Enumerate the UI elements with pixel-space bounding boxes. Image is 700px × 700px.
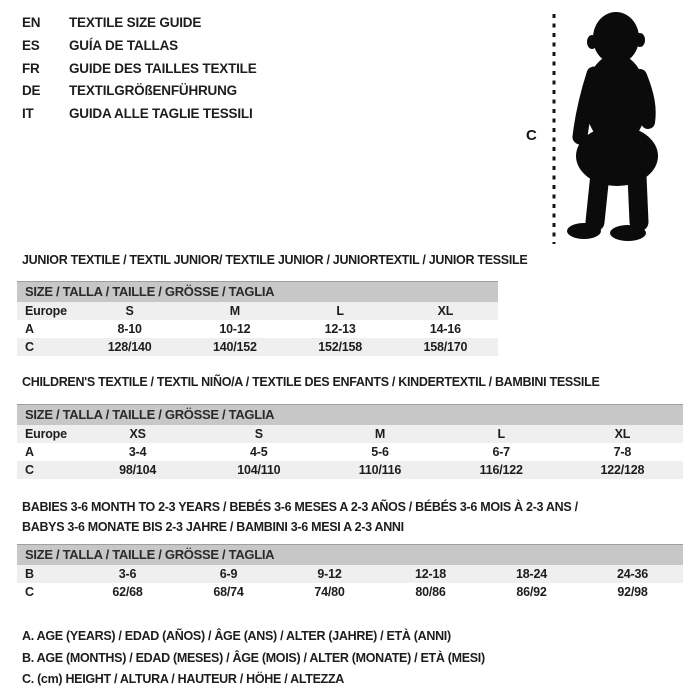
value-cell: 12-13 — [324, 322, 356, 336]
lang-code: ES — [22, 37, 40, 53]
value-cell: 86/92 — [516, 585, 547, 599]
value-cell: 128/140 — [107, 340, 152, 354]
table-row-age-years — [17, 320, 498, 338]
value-cell: 6-9 — [219, 567, 238, 581]
value-cell: 140/152 — [212, 340, 257, 354]
height-label-c: C — [526, 127, 537, 144]
value-cell: 9-12 — [317, 567, 342, 581]
size-cell: L — [336, 304, 344, 318]
section-title-text: CHILDREN'S TEXTILE / TEXTIL NIÑO/A / TEXTILE DES ENFANTS / KINDERTEXTIL / BAMBINI TESSILE — [22, 375, 600, 389]
value-cell: 3-4 — [128, 445, 147, 459]
row-label: Europe — [25, 427, 67, 441]
measure-legend — [22, 626, 485, 691]
value-cell: 8-10 — [117, 322, 142, 336]
table-row-age-years — [17, 443, 683, 461]
value-cell: 152/158 — [318, 340, 363, 354]
section-title-text: BABIES 3-6 MONTH TO 2-3 YEARS / BEBÉS 3-6 MESES A 2-3 AÑOS / BÉBÉS 3-6 MOIS À 2-3 ANS / — [22, 500, 578, 514]
value-cell: 116/122 — [479, 463, 523, 477]
baby-silhouette — [567, 12, 658, 241]
lang-label: GUÍA DE TALLAS — [69, 37, 178, 53]
value-cell: 98/104 — [119, 463, 157, 477]
table-row-height-cm — [17, 461, 683, 479]
children-section-title — [22, 373, 599, 393]
lang-row-de — [22, 80, 257, 103]
babies-section-title — [22, 498, 578, 537]
value-cell: 6-7 — [492, 445, 510, 459]
value-cell: 3-6 — [118, 567, 137, 581]
value-cell: 4-5 — [250, 445, 268, 459]
size-cell: S — [254, 427, 263, 441]
value-cell: 92/98 — [617, 585, 648, 599]
table-row-age-months — [17, 565, 683, 583]
language-title-list — [22, 12, 257, 126]
table-row-europe — [17, 425, 683, 443]
value-cell: 12-18 — [415, 567, 446, 581]
lang-label: TEXTILE SIZE GUIDE — [69, 15, 202, 30]
lang-row-es — [22, 35, 257, 58]
section-title-text-line2: BABYS 3-6 MONATE BIS 2-3 JAHRE / BAMBINI 3-6 MESI A 2-3 ANNI — [22, 519, 404, 534]
junior-size-table — [17, 281, 498, 356]
size-cell: XL — [437, 304, 454, 318]
value-cell: 74/80 — [314, 585, 345, 599]
section-title-text: JUNIOR TEXTILE / TEXTIL JUNIOR/ TEXTILE JUNIOR / JUNIORTEXTIL / JUNIOR TESSILE — [22, 253, 528, 267]
size-header-bar: SIZE / TALLA / TAILLE / GRÖSSE / TAGLIA — [17, 404, 683, 425]
row-label: B — [25, 567, 34, 581]
babies-size-table — [17, 544, 683, 601]
row-label: Europe — [25, 304, 67, 318]
lang-code: EN — [22, 15, 41, 30]
size-cell: XS — [129, 427, 146, 441]
lang-label: GUIDE DES TAILLES TEXTILE — [69, 60, 257, 76]
table-row-europe — [17, 302, 498, 320]
lang-code: DE — [22, 83, 41, 99]
value-cell: 24-36 — [617, 567, 648, 581]
row-label: A — [25, 322, 34, 336]
row-label: C — [25, 463, 34, 477]
lang-row-en — [22, 12, 257, 35]
size-header-bar: SIZE / TALLA / TAILLE / GRÖSSE / TAGLIA — [17, 281, 498, 302]
lang-row-it — [22, 103, 257, 126]
height-measure-figure — [518, 4, 698, 252]
table-row-height-cm — [17, 338, 498, 356]
value-cell: 158/170 — [423, 340, 468, 354]
value-cell: 14-16 — [429, 322, 461, 336]
children-size-table — [17, 404, 683, 479]
size-cell: M — [229, 304, 240, 318]
row-label: C — [25, 585, 34, 599]
size-cell: XL — [614, 427, 631, 441]
value-cell: 68/74 — [213, 585, 244, 599]
lang-label: TEXTILGRÖßENFÜHRUNG — [69, 83, 237, 99]
value-cell: 10-12 — [219, 322, 251, 336]
value-cell: 5-6 — [371, 445, 389, 459]
value-cell: 62/68 — [112, 585, 143, 599]
lang-code: IT — [22, 106, 34, 122]
value-cell: 18-24 — [516, 567, 547, 581]
size-cell: L — [497, 427, 505, 441]
lang-row-fr — [22, 58, 257, 81]
table-row-height-cm — [17, 583, 683, 601]
value-cell: 7-8 — [613, 445, 632, 459]
value-cell: 122/128 — [600, 463, 645, 477]
junior-section-title — [22, 251, 527, 271]
lang-label: GUIDA ALLE TAGLIE TESSILI — [69, 106, 253, 122]
row-label: A — [25, 445, 34, 459]
size-cell: S — [125, 304, 134, 318]
size-header-bar: SIZE / TALLA / TAILLE / GRÖSSE / TAGLIA — [17, 544, 683, 565]
legend-line-c: C. (cm) HEIGHT / ALTURA / HAUTEUR / HÖHE / ALTEZZA — [22, 672, 345, 686]
value-cell: 104/110 — [237, 463, 281, 477]
size-cell: M — [374, 427, 386, 441]
lang-code: FR — [22, 60, 40, 76]
legend-line-b: B. AGE (MONTHS) / EDAD (MESES) / ÂGE (MOIS) / ALTER (MONATE) / ETÀ (MESI) — [22, 650, 485, 665]
value-cell: 110/116 — [358, 463, 402, 477]
legend-line-a: A. AGE (YEARS) / EDAD (AÑOS) / ÂGE (ANS) / ALTER (JAHRE) / ETÀ (ANNI) — [22, 629, 451, 643]
row-label: C — [25, 340, 34, 354]
value-cell: 80/86 — [415, 585, 446, 599]
